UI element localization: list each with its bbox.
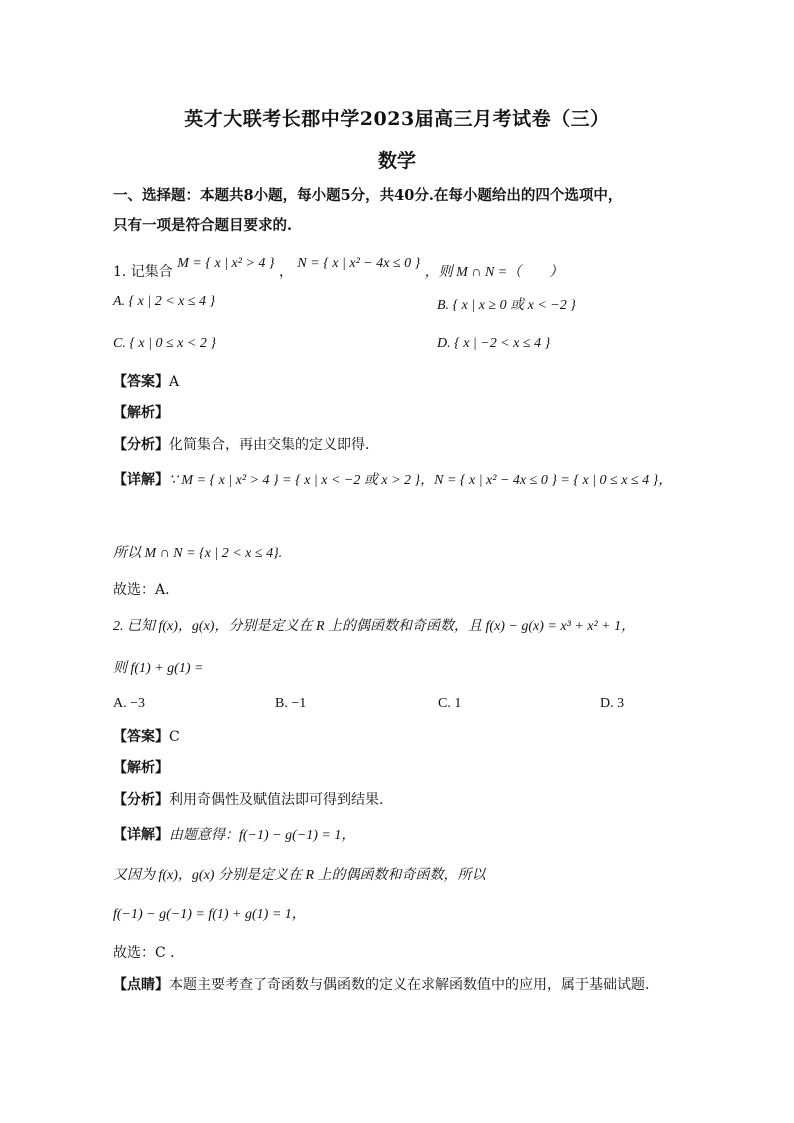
q1-ask: ，则 M ∩ N =（ ） bbox=[424, 265, 564, 280]
q2-detail bbox=[113, 825, 355, 846]
q2-option-a: A. −3 bbox=[113, 696, 146, 711]
q2-answer-tag: 【答案】 bbox=[113, 729, 169, 745]
q1-prefix: 1. 记集合 bbox=[113, 264, 173, 280]
q2-fenxi bbox=[113, 790, 383, 810]
q1-fenxi bbox=[113, 435, 369, 455]
q2-analysis bbox=[113, 758, 169, 778]
q2-option-d: D. 3 bbox=[600, 696, 625, 711]
q2-detail-3: f(−1) − g(−1) = f(1) + g(1) = 1， bbox=[113, 907, 306, 922]
q2-fenxi-tag: 【分析】 bbox=[113, 792, 169, 808]
q2-dianjing-tag: 【点睛】 bbox=[113, 977, 169, 993]
q1-answer bbox=[113, 372, 179, 392]
q1-fenxi-tag: 【分析】 bbox=[113, 437, 169, 453]
q1-choose: 故选：A. bbox=[113, 582, 170, 598]
q1-option-b: B. { x | x ≥ 0 或 x < −2 } bbox=[437, 298, 576, 313]
q2-answer bbox=[113, 727, 180, 747]
subject-title: 数学 bbox=[377, 150, 416, 172]
q1-analysis bbox=[113, 403, 169, 423]
q1-detail-tag: 【详解】 bbox=[113, 472, 169, 488]
q1-stem bbox=[113, 256, 564, 283]
q1-detail bbox=[113, 470, 672, 491]
q1-option-c: C. { x | 0 ≤ x < 2 } bbox=[113, 336, 216, 351]
q2-dianjing bbox=[113, 975, 649, 995]
q2-dianjing-text: 本题主要考查了奇函数与偶函数的定义在求解函数值中的应用，属于基础试题. bbox=[169, 977, 650, 993]
q2-stem: 2. 已知 f(x)，g(x)，分别是定义在 R 上的偶函数和奇函数，且 f(x) − g(x) = x³ + x² + 1， bbox=[113, 619, 636, 634]
q1-conclusion: 所以 M ∩ N = {x | 2 < x ≤ 4}. bbox=[113, 546, 283, 561]
section-heading-line2: 只有一项是符合题目要求的. bbox=[113, 217, 293, 234]
q2-option-c: C. 1 bbox=[438, 696, 462, 711]
q2-detail-text: 由题意得：f(−1) − g(−1) = 1， bbox=[169, 828, 356, 843]
q2-analysis-tag: 【解析】 bbox=[113, 760, 169, 776]
q1-set-n: N = { x | x² − 4x ≤ 0 } bbox=[297, 256, 421, 271]
q1-answer-value: A bbox=[169, 374, 180, 390]
q1-sep: ， bbox=[278, 264, 293, 280]
q1-answer-tag: 【答案】 bbox=[113, 374, 169, 390]
q2-fenxi-text: 利用奇偶性及赋值法即可得到结果. bbox=[169, 792, 384, 808]
q2-choose: 故选：C . bbox=[113, 945, 175, 961]
q2-detail-2: 又因为 f(x)，g(x) 分别是定义在 R 上的偶函数和奇函数，所以 bbox=[113, 868, 486, 883]
q1-option-d: D. { x | −2 < x ≤ 4 } bbox=[437, 336, 551, 351]
q1-option-a: A. { x | 2 < x ≤ 4 } bbox=[113, 294, 216, 309]
q2-option-b: B. −1 bbox=[275, 696, 307, 711]
q1-detail-text: ∵ M = { x | x² > 4 } = { x | x < −2 或 x > 2 }，N = { x | x² − 4x ≤ 0 } = { x | 0 ≤ x ≤ 4 }， bbox=[169, 473, 673, 488]
q2-detail-tag: 【详解】 bbox=[113, 827, 169, 843]
q1-analysis-tag: 【解析】 bbox=[113, 405, 169, 421]
q2-ask: 则 f(1) + g(1) = bbox=[113, 661, 204, 676]
exam-title: 英才大联考长郡中学2023届高三月考试卷（三） bbox=[184, 108, 610, 130]
q2-answer-value: C bbox=[169, 729, 180, 745]
q1-fenxi-text: 化简集合，再由交集的定义即得. bbox=[169, 437, 370, 453]
section-heading-line1: 一、选择题：本题共8小题，每小题5分，共40分.在每小题给出的四个选项中， bbox=[113, 187, 623, 204]
q1-set-m: M = { x | x² > 4 } bbox=[177, 256, 275, 271]
